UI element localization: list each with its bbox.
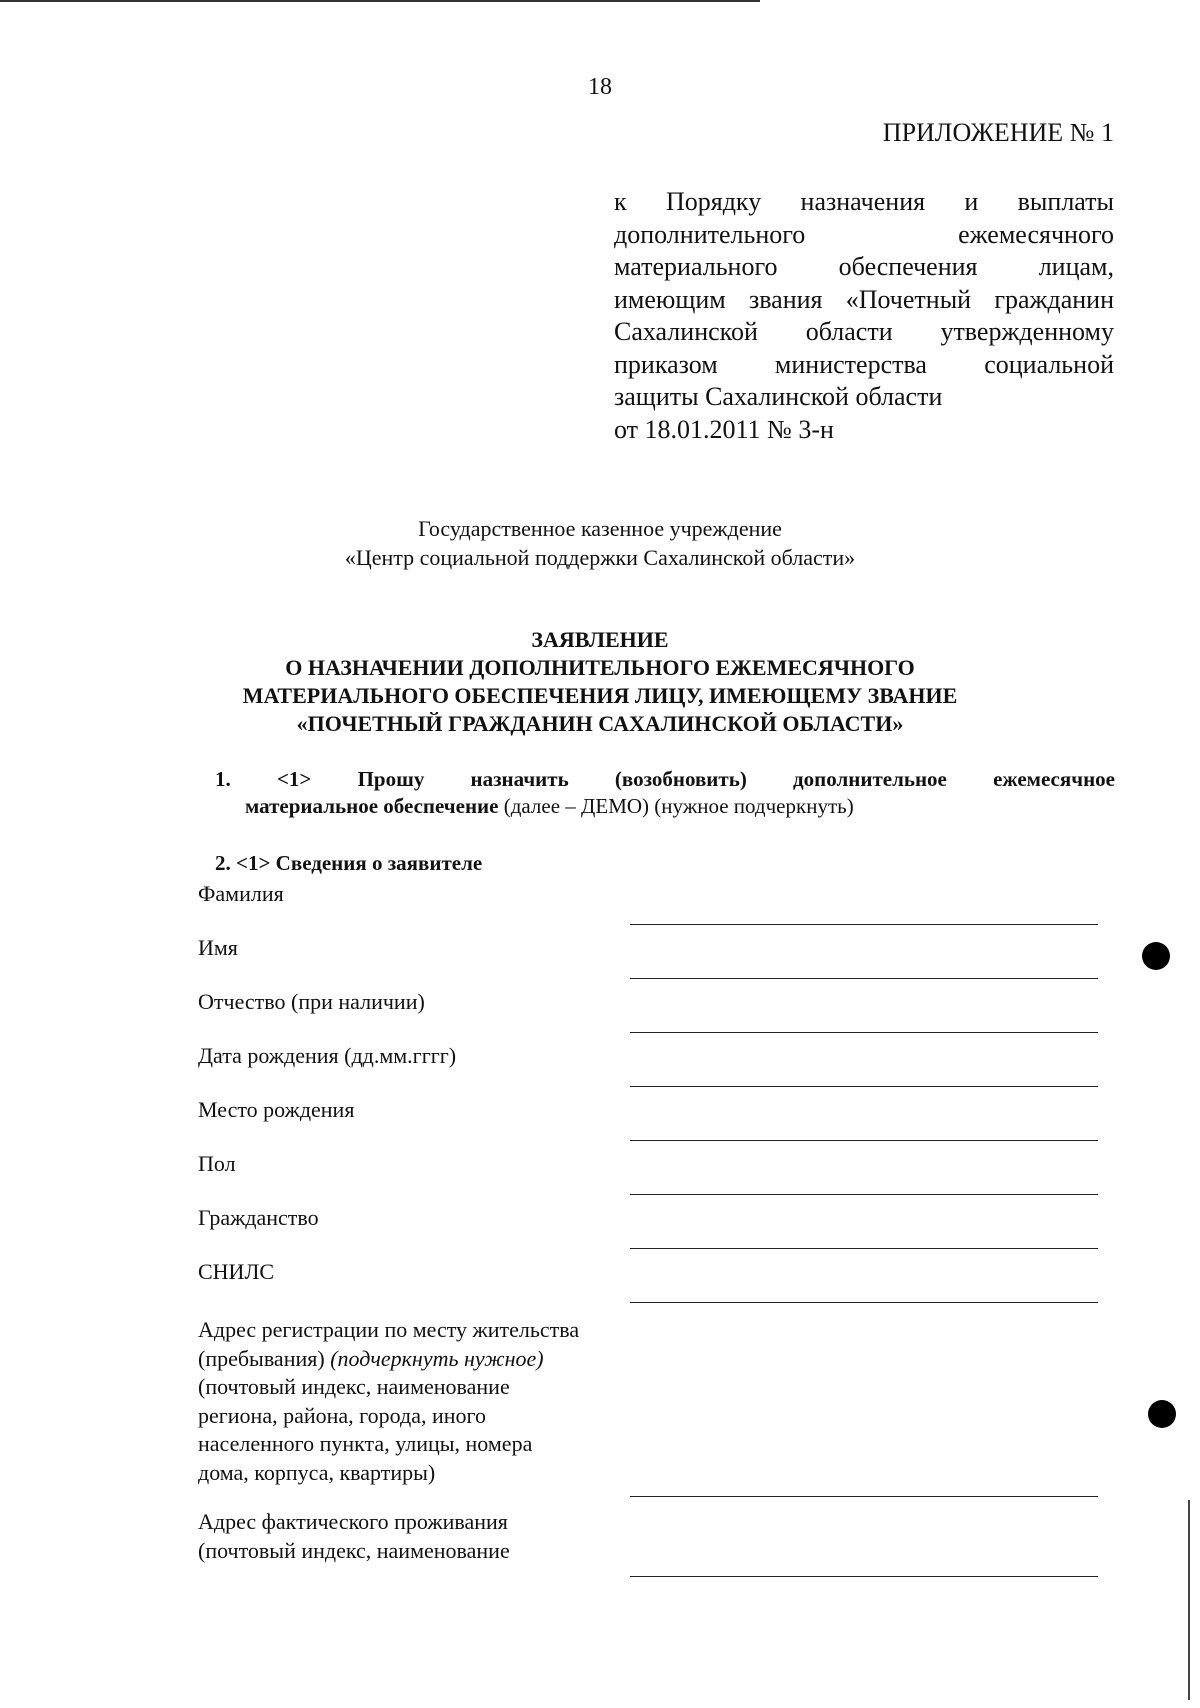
registration-address-line	[198, 1345, 579, 1374]
surname-field[interactable]	[630, 924, 1098, 925]
registration-address-line: Адрес регистрации по месту жительства	[198, 1317, 580, 1342]
organization-name	[0, 514, 1200, 572]
birth-date-field[interactable]	[630, 1086, 1098, 1087]
binder-hole-dot	[1148, 1400, 1176, 1428]
appendix-reference	[614, 186, 1114, 446]
item-1-request	[215, 766, 1115, 820]
patronymic-field[interactable]	[630, 1032, 1098, 1033]
organization-line: «Центр социальной поддержки Сахалинской области»	[344, 545, 856, 570]
name-field[interactable]	[630, 978, 1098, 979]
appendix-reference-line: Сахалинской области утвержденному	[614, 317, 1114, 346]
appendix-reference-line: материального обеспечения лицам,	[614, 252, 1114, 281]
actual-address-line: (почтовый индекс, наименование	[198, 1537, 510, 1563]
birth-place-field[interactable]	[630, 1140, 1098, 1141]
snils-label: СНИЛС	[198, 1259, 275, 1284]
citizenship-label: Гражданство	[198, 1205, 319, 1230]
scan-top-edge-line	[0, 0, 760, 2]
name-label: Имя	[198, 935, 238, 960]
appendix-reference-line: дополнительного ежемесячного	[614, 219, 1114, 249]
document-heading	[0, 626, 1200, 738]
heading-line: О НАЗНАЧЕНИИ ДОПОЛНИТЕЛЬНОГО ЕЖЕМЕСЯЧНОГО	[285, 655, 915, 680]
sex-field[interactable]	[630, 1194, 1098, 1195]
registration-address-line: (почтовый индекс, наименование	[198, 1374, 510, 1399]
sex-label: Пол	[198, 1151, 236, 1176]
heading-line: МАТЕРИАЛЬНОГО ОБЕСПЕЧЕНИЯ ЛИЦУ, ИМЕЮЩЕМУ ЗВАНИЕ	[242, 683, 958, 708]
actual-address-field[interactable]	[630, 1576, 1098, 1577]
snils-field[interactable]	[630, 1302, 1098, 1303]
appendix-reference-line: к Порядку назначения и выплаты	[614, 187, 1114, 216]
page-number: 18	[588, 74, 612, 100]
registration-address-italic-note: (подчеркнуть нужное)	[330, 1345, 544, 1371]
binder-hole-dot	[1142, 942, 1170, 970]
actual-address-label	[198, 1508, 510, 1565]
registration-address-line: населенного пункта, улицы, номера	[198, 1431, 533, 1456]
birth-place-label: Место рождения	[198, 1097, 355, 1122]
appendix-reference-line: приказом министерства социальной	[614, 349, 1114, 379]
appendix-reference-line: защиты Сахалинской области	[614, 382, 943, 411]
appendix-reference-line: от 18.01.2011 № 3-н	[614, 414, 834, 444]
registration-address-line: региона, района, города, иного	[198, 1402, 486, 1428]
scan-right-edge-line	[1188, 1500, 1190, 1700]
registration-address-text: (пребывания)	[198, 1345, 331, 1371]
heading-line: «ПОЧЕТНЫЙ ГРАЖДАНИН САХАЛИНСКОЙ ОБЛАСТИ»	[296, 711, 904, 736]
heading-line: ЗАЯВЛЕНИЕ	[531, 627, 669, 652]
registration-address-line: дома, корпуса, квартиры)	[198, 1459, 436, 1485]
actual-address-line: Адрес фактического проживания	[198, 1509, 508, 1534]
appendix-title: ПРИЛОЖЕНИЕ № 1	[882, 118, 1114, 147]
organization-line: Государственное казенное учреждение	[418, 516, 782, 541]
item-1-continuation	[215, 793, 1115, 820]
registration-address-field[interactable]	[630, 1496, 1098, 1497]
citizenship-field[interactable]	[630, 1248, 1098, 1249]
appendix-reference-line: имеющим звания «Почетный гражданин	[614, 284, 1114, 314]
item-1-line: 1. <1> Прошу назначить (возобновить) дополнительное ежемесячное	[215, 767, 1115, 791]
item-1-bold-text: материальное обеспечение	[245, 794, 499, 818]
patronymic-label: Отчество (при наличии)	[198, 989, 425, 1014]
item-1-rest-text: (далее – ДЕМО) (нужное подчеркнуть)	[498, 794, 854, 818]
birth-date-label: Дата рождения (дд.мм.гггг)	[198, 1043, 457, 1068]
surname-label: Фамилия	[198, 881, 284, 906]
registration-address-label	[198, 1316, 579, 1487]
item-2-title: 2. <1> Сведения о заявителе	[215, 851, 483, 875]
